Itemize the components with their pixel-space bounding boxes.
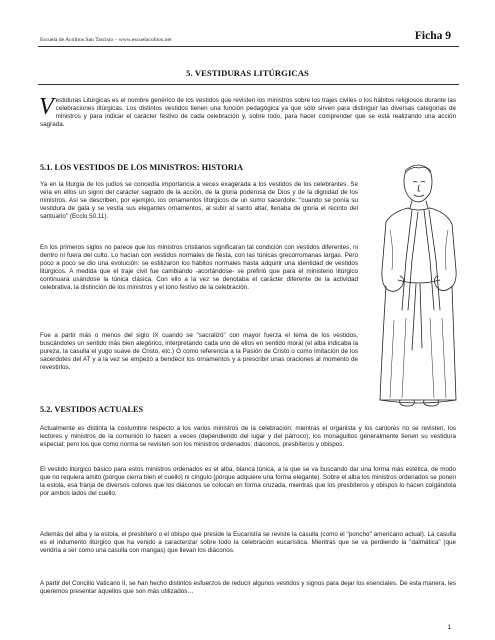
history-paragraph-2: En los primeros siglos no parece que los ministros cristianos significaran tal condición con vestidos diferentes, ni dentro ni fuera del culto. Lo hacían con vestidos normales de fiesta, con las túnicas grecorromanas largas. Pero poco a poco se dio una evolución: se estilizaron los hábitos normales hasta adquirir una identidad de vestidos litúrgicos. A medida que el traje civil fue cambiando -acortándose- se prefirió que para el ministerio litúrgico continuara usándose la túnica clásica. Con ello a la vez se denotaba el carácter diferente de la actividad celebrativa, la distinción de los ministros y el tono festivo de la celebración.: [40, 244, 358, 292]
current-paragraph-4: A partir del Concilio Vaticano II, se han hecho distintos esfuerzos de reducir algunos vestidos y signos para dejar los esenciales. De esta manera, les queremos presentar aquellos que son más utilizados…: [40, 580, 456, 596]
header-school-name: Escuela de Acólitos San Tarcisio – www.escuelacolitos.net: [40, 37, 172, 43]
intro-dropcap: V: [39, 94, 54, 120]
page-number: 1: [447, 624, 451, 631]
heading-history: 5.1. LOS VESTIDOS DE LOS MINISTROS: HISTORIA: [40, 163, 244, 172]
current-paragraph-2: El vestido litúrgico básico para estos ministros ordenados es el alba, blanca túnica, a la que se va buscando dar una forma más estética, de modo que no requiera amito (porque cierra bien el cuello) ni cíngulo (porque adquiere una forma elegante). Sobre el alba los ministros ordenados se ponen la estola, esa franja de diversos colores que los diáconos se colocan en forma cruzada, mientras que los presbíteros y obispos lo hacen colgándola por ambos lados del cuello.: [40, 466, 456, 498]
heading-current: 5.2. VESTIDOS ACTUALES: [40, 405, 144, 414]
header-rule: [38, 46, 459, 47]
intro-text: estiduras Litúrgicas es el nombre genérico de los vestidos que revisten los ministros sobre los trajes civiles o los hábitos religiosos durante las celebraciones litúrgicas. Los distintos vestidos tienen una función pedagógica ya que sólo sirven para distinguir las diversas categorías de ministros y para indicar el carácter festivo de cada celebración y, sobre todo, para hacer comprender que se está realizando una acción sagrada.: [40, 97, 456, 129]
section-rule: [38, 84, 459, 85]
intro-paragraph: [39, 94, 456, 129]
current-paragraph-1: Actualmente es distinta la costumbre respecto a los varios ministros de la celebración: mientras el organista y los cantores no se revisten, los lectores y ministros de la comunión lo hacen a veces (dependiendo del lugar y del párroco); los monaguillos generalmente tienen su vestidura especial; pero los que como norma se revisten son los ministros ordenados: diáconos, presbíteros y obispos.: [40, 425, 456, 449]
history-paragraph-1: Ya en la liturgia de los judíos se concedía importancia a veces exagerada a los vestidos de los celebrantes. Se veía en ellos un signo del carácter sagrado de la acción, de la gloria poderosa de Dios y de la dignidad de los ministros. Así se describen, por ejemplo, los ornamentos litúrgicos de un sumo sacerdote: "cuando se ponía su vestidura de gala y se vestía sus elegantes ornamentos, al subir al santo altar, llenaba de gloria el recinto del santuario" (Ecclo 50,11).: [40, 181, 358, 221]
header-sheet-number: Ficha 9: [414, 30, 451, 42]
history-paragraph-3: Fue a partir más o menos del siglo IX cuando se "sacralizó" con mayor fuerza el tema de los vestidos, buscándoles un sentido más bien alegórico, interpretando cada uno de ellos en sentido moral (el alba indicaba la pureza, la casulla el yugo suave de Cristo, etc.) O como referencia a la Pasión de Cristo o como imitación de los sacerdotes del AT y a la vez se empezó a bendecir los ornamentos y a prescribir unas oraciones al momento de revestirlos.: [40, 332, 358, 372]
section-title: 5. VESTIDURAS LITÚRGICAS: [186, 68, 309, 78]
current-paragraph-3: Además del alba y la estola, el presbítero o el obispo que preside la Eucaristía se reviste la casulla (como el "poncho" americano actual). La casulla es el indumento litúrgico que ha venido a caracterizar sobre todo la celebración eucarística. Mientras que se va perdiendo la "dalmática" (que vendría a ser como una casulla con mangas) que llevan los diáconos.: [40, 531, 456, 555]
priest-illustration: [372, 160, 464, 412]
